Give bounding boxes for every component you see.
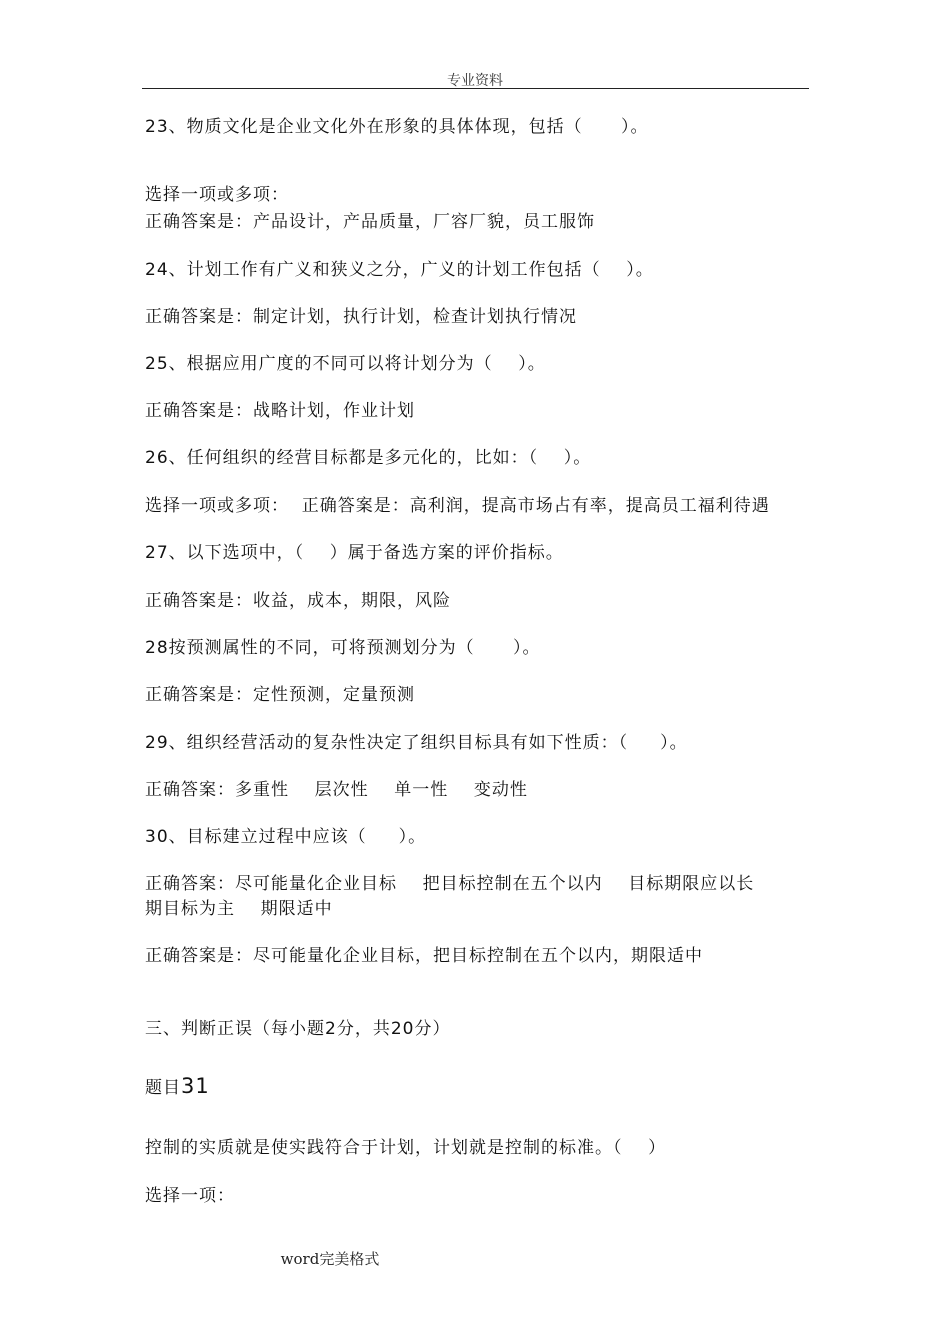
header-divider — [142, 88, 809, 89]
question-23: 23、物质文化是企业文化外在形象的具体体现，包括（ ）。 — [145, 117, 649, 137]
answer-30-final: 正确答案是：尽可能量化企业目标，把目标控制在五个以内，期限适中 — [145, 946, 703, 966]
answer-28: 正确答案是：定性预测，定量预测 — [145, 685, 415, 705]
answer-27: 正确答案是：收益，成本，期限，风险 — [145, 591, 451, 611]
answer-29: 正确答案：多重性 层次性 单一性 变动性 — [145, 780, 528, 800]
answer-24: 正确答案是：制定计划，执行计划，检查计划执行情况 — [145, 307, 577, 327]
question-30: 30、目标建立过程中应该（ ）。 — [145, 827, 427, 847]
answer-23: 正确答案是：产品设计，产品质量，厂容厂貌，员工服饰 — [145, 212, 595, 232]
question-number: 31 — [181, 1074, 210, 1098]
answer-26: 选择一项或多项： 正确答案是：高利润，提高市场占有率，提高员工福利待遇 — [145, 496, 770, 516]
question-28: 28按预测属性的不同，可将预测划分为（ ）。 — [145, 638, 541, 658]
page-footer: word完美格式 — [280, 1250, 380, 1268]
page-header: 专业资料 — [447, 73, 503, 89]
question-29: 29、组织经营活动的复杂性决定了组织目标具有如下性质：（ ）。 — [145, 733, 688, 753]
question-31-title — [145, 1074, 810, 1100]
question-25: 25、根据应用广度的不同可以将计划分为（ ）。 — [145, 354, 546, 374]
question-31: 控制的实质就是使实践符合于计划，计划就是控制的标准。（ ） — [145, 1138, 667, 1158]
choice-prompt: 选择一项或多项： — [145, 185, 289, 205]
answer-25: 正确答案是：战略计划，作业计划 — [145, 401, 415, 421]
question-label: 题目 — [145, 1078, 181, 1098]
answer-30-line-2: 期目标为主 期限适中 — [145, 899, 333, 919]
question-24: 24、计划工作有广义和狭义之分，广义的计划工作包括（ ）。 — [145, 260, 654, 280]
section-heading: 三、判断正误（每小题2分，共20分） — [145, 1019, 451, 1039]
question-27: 27、以下选项中，（ ）属于备选方案的评价指标。 — [145, 543, 564, 563]
choice-prompt-single: 选择一项： — [145, 1186, 235, 1206]
answer-30-line-1: 正确答案：尽可能量化企业目标 把目标控制在五个以内 目标期限应以长 — [145, 874, 755, 894]
question-26: 26、任何组织的经营目标都是多元化的，比如：（ ）。 — [145, 448, 592, 468]
